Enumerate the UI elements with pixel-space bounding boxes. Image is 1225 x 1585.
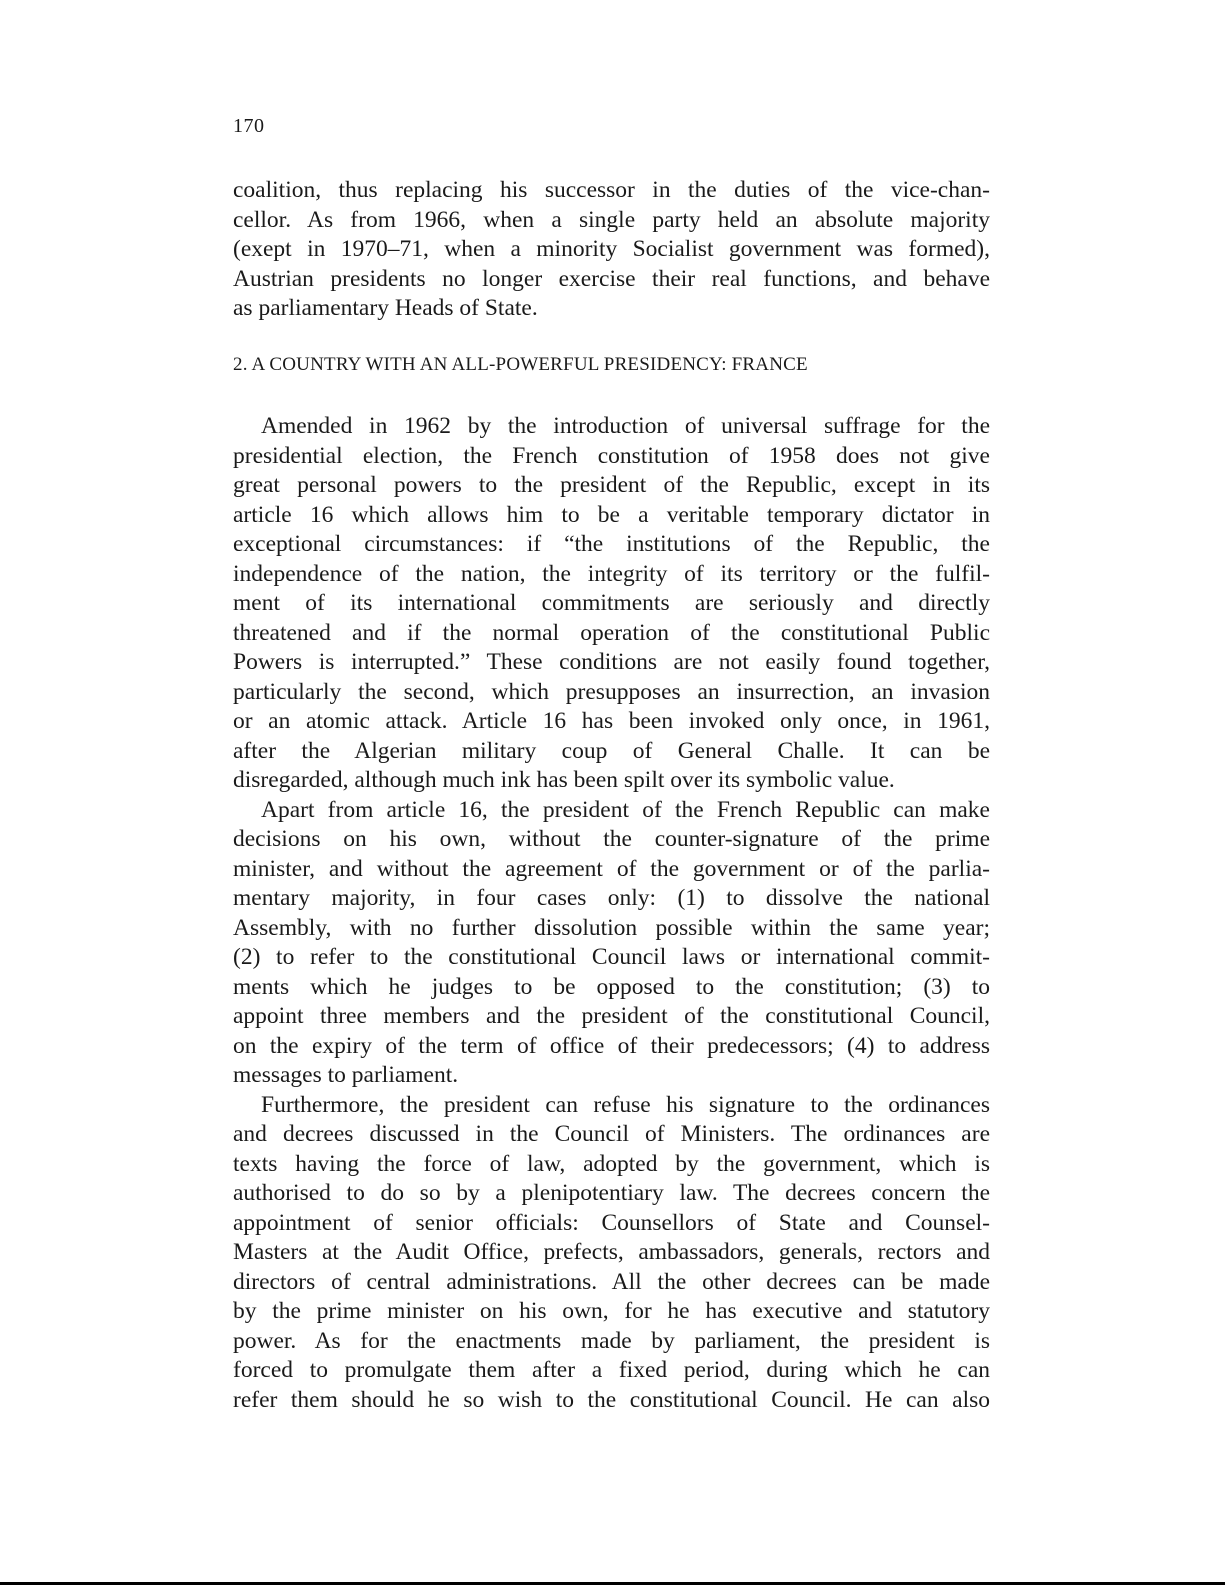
text-line: Masters at the Audit Office, prefects, ambassadors, generals, rectors and bbox=[233, 1239, 990, 1265]
text-line: coalition, thus replacing his successor in the duties of the vice-chan- bbox=[233, 177, 990, 203]
paragraph-austria-continuation bbox=[233, 176, 990, 324]
text-line: (2) to refer to the constitutional Council laws or international commit- bbox=[233, 944, 990, 970]
text-line: ment of its international commitments are seriously and directly bbox=[233, 590, 990, 616]
text-line: authorised to do so by a plenipotentiary law. The decrees concern the bbox=[233, 1180, 990, 1206]
text-line: exceptional circumstances: if “the institutions of the Republic, the bbox=[233, 531, 990, 557]
text-line: particularly the second, which presupposes an insurrection, an invasion bbox=[233, 678, 990, 705]
text-line: and decrees discussed in the Council of Ministers. The ordinances are bbox=[233, 1121, 990, 1147]
text-line: power. As for the enactments made by parliament, the president is bbox=[233, 1327, 990, 1354]
text-line: disregarded, although much ink has been spilt over its symbolic value. bbox=[233, 767, 895, 793]
text-line: decisions on his own, without the counter-signature of the prime bbox=[233, 826, 990, 852]
text-line: minister, and without the agreement of the government or of the parlia- bbox=[233, 855, 990, 882]
text-line: appoint three members and the president of the constitutional Council, bbox=[233, 1003, 990, 1029]
page-number: 170 bbox=[233, 115, 265, 137]
text-line: after the Algerian military coup of General Challe. It can be bbox=[233, 737, 990, 764]
text-line: Assembly, with no further dissolution possible within the same year; bbox=[233, 914, 990, 941]
text-line: by the prime minister on his own, for he has executive and statutory bbox=[233, 1298, 990, 1324]
text-line: ments which he judges to be opposed to the constitution; (3) to bbox=[233, 973, 990, 1000]
text-line: appointment of senior officials: Counsellors of State and Counsel- bbox=[233, 1209, 990, 1236]
text-line: threatened and if the normal operation of the constitutional Public bbox=[233, 619, 990, 646]
text-line: Apart from article 16, the president of the French Republic can make bbox=[261, 796, 990, 823]
text-line: mentary majority, in four cases only: (1) to dissolve the national bbox=[233, 885, 990, 911]
text-line: article 16 which allows him to be a veritable temporary dictator in bbox=[233, 501, 990, 528]
text-line: as parliamentary Heads of State. bbox=[233, 295, 538, 321]
text-line: directors of central administrations. All the other decrees can be made bbox=[233, 1268, 990, 1295]
text-line: (exept in 1970–71, when a minority Socialist government was formed), bbox=[233, 236, 990, 262]
text-line: Amended in 1962 by the introduction of universal suffrage for the bbox=[261, 413, 990, 439]
text-line: forced to promulgate them after a fixed period, during which he can bbox=[233, 1357, 990, 1383]
text-line: refer them should he so wish to the constitutional Council. He can also bbox=[233, 1386, 990, 1413]
text-line: or an atomic attack. Article 16 has been invoked only once, in 1961, bbox=[233, 708, 990, 734]
text-line: independence of the nation, the integrity of its territory or the fulfil- bbox=[233, 560, 990, 587]
text-line: great personal powers to the president of the Republic, except in its bbox=[233, 472, 990, 498]
section-body bbox=[233, 412, 990, 1415]
text-line: presidential election, the French constitution of 1958 does not give bbox=[233, 442, 990, 469]
text-line: on the expiry of the term of office of their predecessors; (4) to address bbox=[233, 1032, 990, 1059]
section-heading: 2. A COUNTRY WITH AN ALL-POWERFUL PRESIDENCY: FRANCE bbox=[233, 354, 808, 375]
text-line: Austrian presidents no longer exercise their real functions, and behave bbox=[233, 265, 990, 292]
text-line: Powers is interrupted.” These conditions are not easily found together, bbox=[233, 649, 990, 675]
text-line: Furthermore, the president can refuse his signature to the ordinances bbox=[261, 1091, 990, 1118]
text-line: messages to parliament. bbox=[233, 1062, 459, 1088]
text-line: texts having the force of law, adopted by the government, which is bbox=[233, 1150, 990, 1177]
text-line: cellor. As from 1966, when a single party held an absolute majority bbox=[233, 206, 990, 233]
